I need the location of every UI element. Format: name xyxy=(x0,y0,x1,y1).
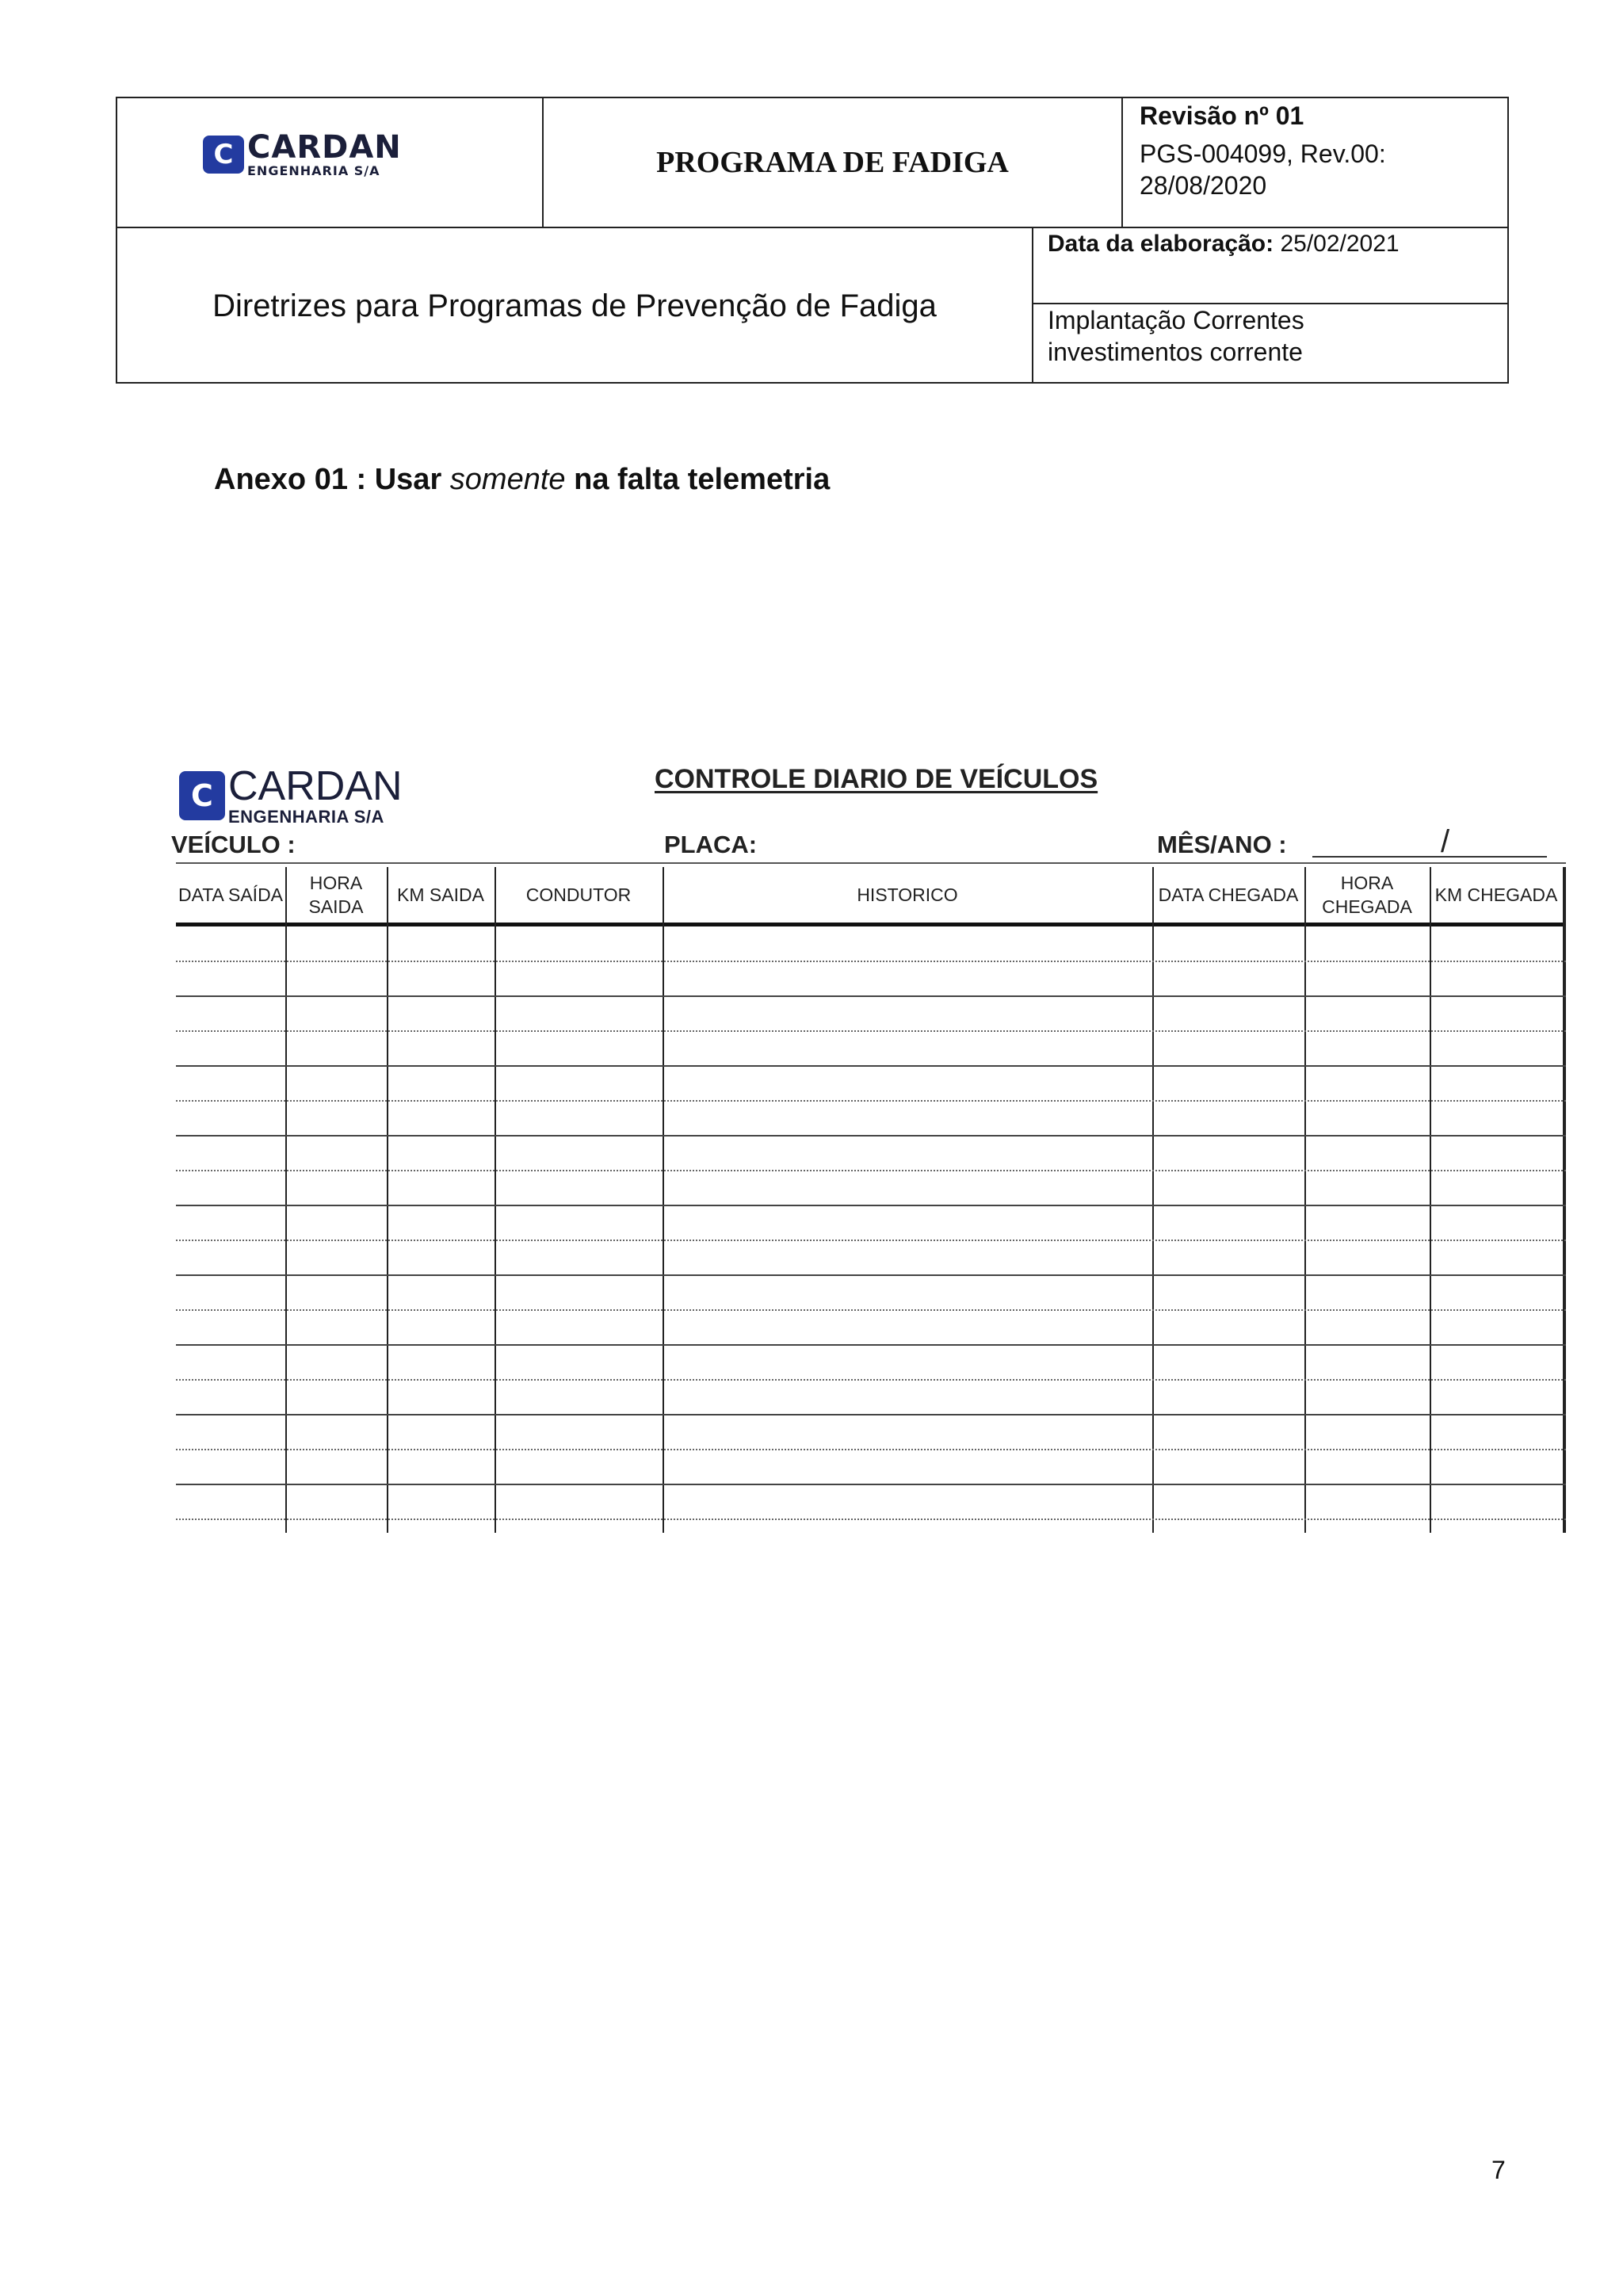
column-header-data-saida: DATA SAÍDA xyxy=(178,884,284,905)
table-row-line xyxy=(176,995,1566,997)
table-row-line xyxy=(176,1309,1566,1311)
logo-mark-icon: C xyxy=(203,136,244,174)
table-row-line xyxy=(176,1414,1566,1415)
logo-name: CARDAN xyxy=(228,763,403,809)
column-header-hora-chegada: HORA CHEGADA xyxy=(1322,873,1412,917)
column-divider xyxy=(1430,867,1431,1533)
column-header-condutor: CONDUTOR xyxy=(525,884,632,905)
table-row-line xyxy=(176,1240,1566,1241)
company-logo xyxy=(203,129,402,178)
column-divider xyxy=(663,867,664,1533)
table-row-line xyxy=(176,1344,1566,1346)
logo-subtitle: ENGENHARIA S/A xyxy=(228,807,384,827)
program-title: PROGRAMA DE FADIGA xyxy=(656,146,1009,179)
column-header-hora-saida: HORA SAIDA xyxy=(308,873,364,917)
column-divider xyxy=(1563,867,1566,1533)
column-header-historico: HISTORICO xyxy=(857,884,958,905)
table-row-line xyxy=(176,1519,1566,1520)
annex-heading xyxy=(214,463,830,497)
column-header-data-chegada: DATA CHEGADA xyxy=(1158,884,1299,905)
column-divider xyxy=(1304,867,1306,1533)
annex-suffix: na falta telemetria xyxy=(574,463,831,496)
divider xyxy=(176,862,1566,864)
table-row-line xyxy=(176,1205,1566,1206)
implantation-line: investimentos corrente xyxy=(1048,338,1303,366)
annex-prefix: Anexo 01 : Usar xyxy=(214,463,442,496)
form-logo xyxy=(179,763,403,827)
implantation-line: Implantação Correntes xyxy=(1048,306,1304,334)
column-header-km-saida: KM SAIDA xyxy=(397,884,484,905)
elaboration-date-field xyxy=(1048,228,1400,260)
mes-ano-field[interactable] xyxy=(1312,856,1547,858)
revision-number: Revisão nº 01 xyxy=(1140,101,1304,130)
column-divider xyxy=(1152,867,1154,1533)
form-title: CONTROLE DIARIO DE VEÍCULOS xyxy=(655,764,1098,794)
placa-label: PLACA: xyxy=(664,831,758,858)
logo-name: CARDAN xyxy=(247,129,402,166)
page-number: 7 xyxy=(1491,2156,1506,2184)
document-code: PGS-004099, Rev.00: xyxy=(1140,139,1386,168)
divider xyxy=(1032,227,1033,384)
mes-ano-separator: / xyxy=(1441,824,1450,859)
veiculo-label: VEÍCULO : xyxy=(171,831,296,858)
table-row-line xyxy=(176,1484,1566,1485)
table-row-line xyxy=(176,1274,1566,1276)
column-header-km-chegada: KM CHEGADA xyxy=(1434,884,1558,905)
table-row-line xyxy=(176,1135,1566,1137)
implantation-note xyxy=(1048,304,1304,368)
column-divider xyxy=(285,867,287,1533)
table-row-line xyxy=(176,1379,1566,1381)
document-date: 28/08/2020 xyxy=(1140,171,1267,200)
divider xyxy=(1121,98,1123,227)
elaboration-label: Data da elaboração: xyxy=(1048,231,1274,257)
elaboration-date: 25/02/2021 xyxy=(1280,231,1400,257)
revision-block xyxy=(1140,98,1386,201)
mes-ano-label: MÊS/ANO : xyxy=(1157,831,1287,858)
column-divider xyxy=(387,867,388,1533)
logo-mark-icon: C xyxy=(179,771,225,820)
table-row-line xyxy=(176,1170,1566,1171)
header-underline xyxy=(176,923,1566,926)
table-row-line xyxy=(176,1065,1566,1067)
annex-emphasis: somente xyxy=(449,463,566,496)
column-divider xyxy=(495,867,496,1533)
table-row-line xyxy=(176,1030,1566,1032)
guidelines-title: Diretrizes para Programas de Prevenção de Fadiga xyxy=(212,288,937,323)
table-row-line xyxy=(176,961,1566,962)
vehicle-log-table xyxy=(176,867,1566,1533)
table-row-line xyxy=(176,1449,1566,1450)
logo-subtitle: ENGENHARIA S/A xyxy=(247,163,380,178)
document-header xyxy=(116,97,1509,384)
table-row-line xyxy=(176,1100,1566,1102)
